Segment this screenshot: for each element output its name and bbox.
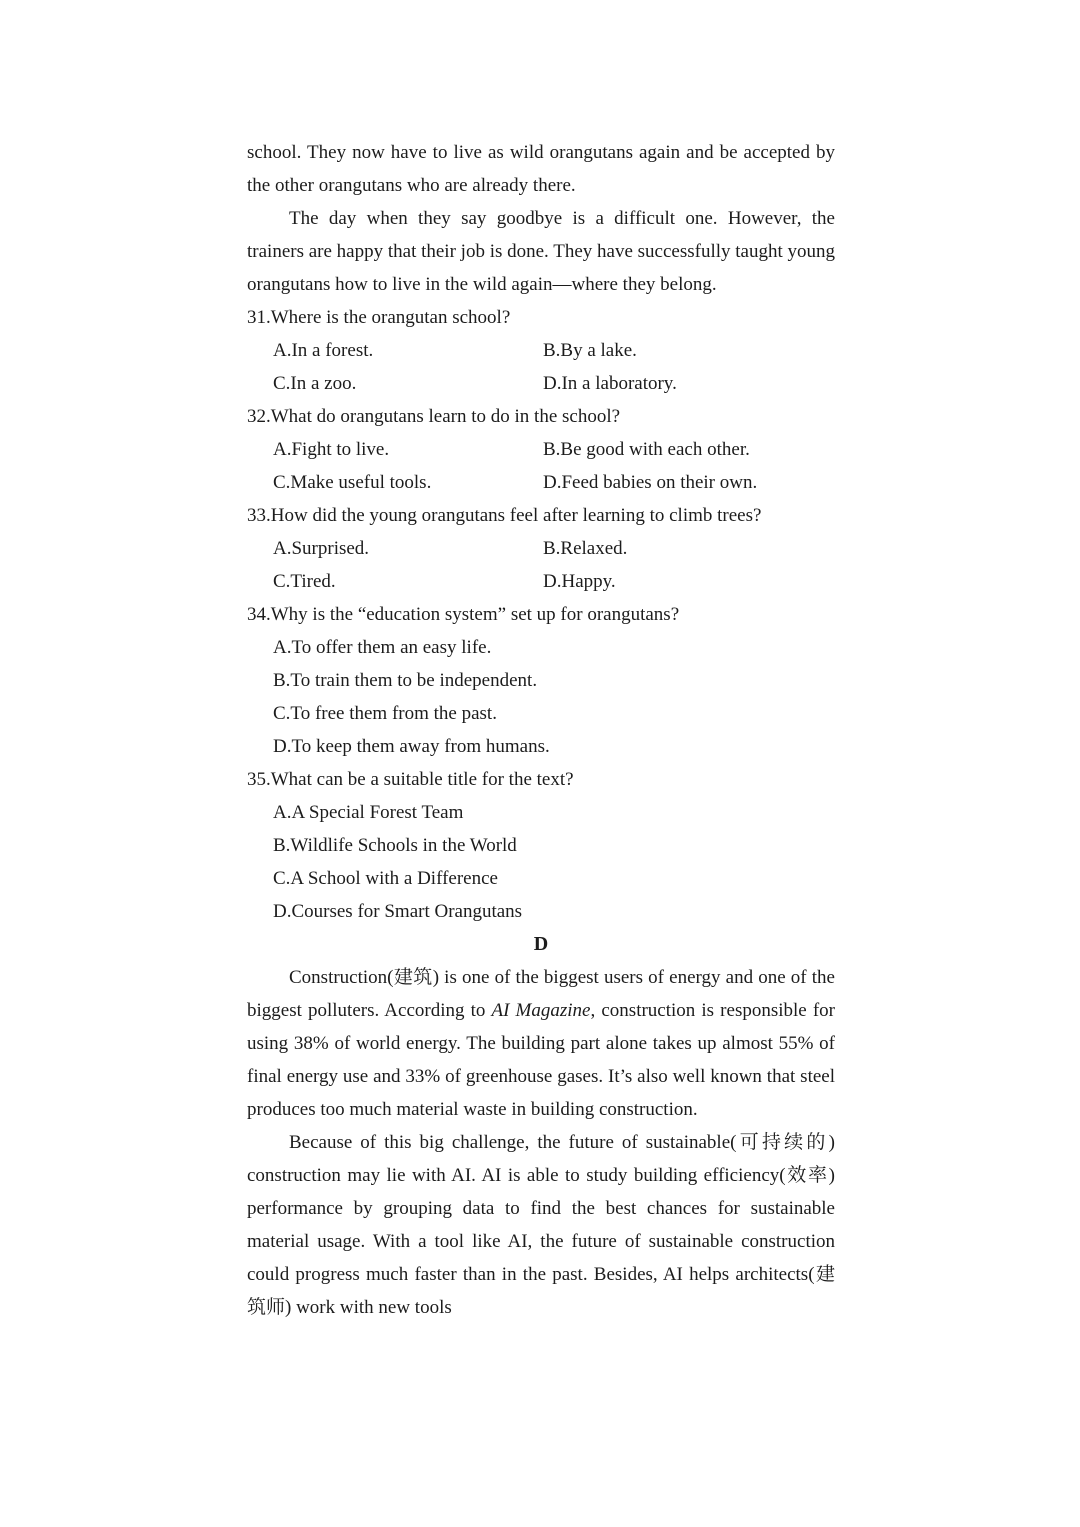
magazine-title: AI Magazine — [491, 1000, 591, 1021]
options — [247, 532, 835, 598]
question-stem: 34.Why is the “education system” set up for orangutans? — [247, 604, 680, 625]
paragraph-text: Construction(建筑) is one of the biggest users of energy and one of the biggest polluters. According to — [247, 967, 835, 1021]
paragraph-text: , construction is responsible for using 38% of world energy. The building part alone takes up almost 55% of final energy use and 33% of greenhouse gases. It’s also well known that steel produces too much material waste in building construction. — [247, 1000, 835, 1120]
section-d-paragraph-1 — [247, 961, 835, 1126]
section-d-title: D — [533, 933, 549, 955]
option-a: A.In a forest. — [273, 340, 374, 361]
option-c: C.Make useful tools. — [273, 472, 432, 493]
option-d: D.Feed babies on their own. — [543, 472, 758, 493]
option-b: B.Be good with each other. — [543, 439, 750, 460]
option-b: B.Wildlife Schools in the World — [273, 835, 517, 856]
option-c: C.In a zoo. — [273, 373, 357, 394]
options — [247, 796, 835, 928]
option-a: A.A Special Forest Team — [273, 802, 464, 823]
options — [247, 433, 835, 499]
question-34 — [247, 598, 835, 763]
option-d: D.Courses for Smart Orangutans — [273, 901, 523, 922]
question-stem: 32.What do orangutans learn to do in the school? — [247, 406, 621, 427]
section-d-paragraph-2: Because of this big challenge, the future of sustainable(可持续的) construction may lie with AI. AI is able to study building efficiency(效率) performance by grouping data to find the best chances for sustainable material usage. With a tool like AI, the future of sustainable construction could progress much faster than in the past. Besides, AI helps architects(建筑师) work with new tools — [247, 1132, 835, 1318]
option-b: B.Relaxed. — [543, 538, 628, 559]
passage-c-paragraph-end: school. They now have to live as wild orangutans again and be accepted by the other orangutans who are already there. — [247, 142, 835, 196]
option-b: B.By a lake. — [543, 340, 637, 361]
option-a: A.To offer them an easy life. — [273, 637, 492, 658]
option-d: D.To keep them away from humans. — [273, 736, 550, 757]
question-stem: 33.How did the young orangutans feel after learning to climb trees? — [247, 505, 762, 526]
option-a: A.Fight to live. — [273, 439, 390, 460]
question-31 — [247, 301, 835, 400]
question-stem: 31.Where is the orangutan school? — [247, 307, 511, 328]
question-33 — [247, 499, 835, 598]
option-c: C.To free them from the past. — [273, 703, 497, 724]
options — [247, 334, 835, 400]
option-b: B.To train them to be independent. — [273, 670, 538, 691]
options — [247, 631, 835, 763]
option-d: D.Happy. — [543, 571, 616, 592]
question-35 — [247, 763, 835, 928]
option-d: D.In a laboratory. — [543, 373, 677, 394]
option-c: C.Tired. — [273, 571, 336, 592]
question-32 — [247, 400, 835, 499]
passage-c-paragraph-last: The day when they say goodbye is a difficult one. However, the trainers are happy that their job is done. They have successfully taught young orangutans how to live in the wild again—where they belong. — [247, 208, 835, 295]
exam-page — [247, 136, 835, 1324]
question-stem: 35.What can be a suitable title for the text? — [247, 769, 574, 790]
option-a: A.Surprised. — [273, 538, 370, 559]
option-c: C.A School with a Difference — [273, 868, 498, 889]
